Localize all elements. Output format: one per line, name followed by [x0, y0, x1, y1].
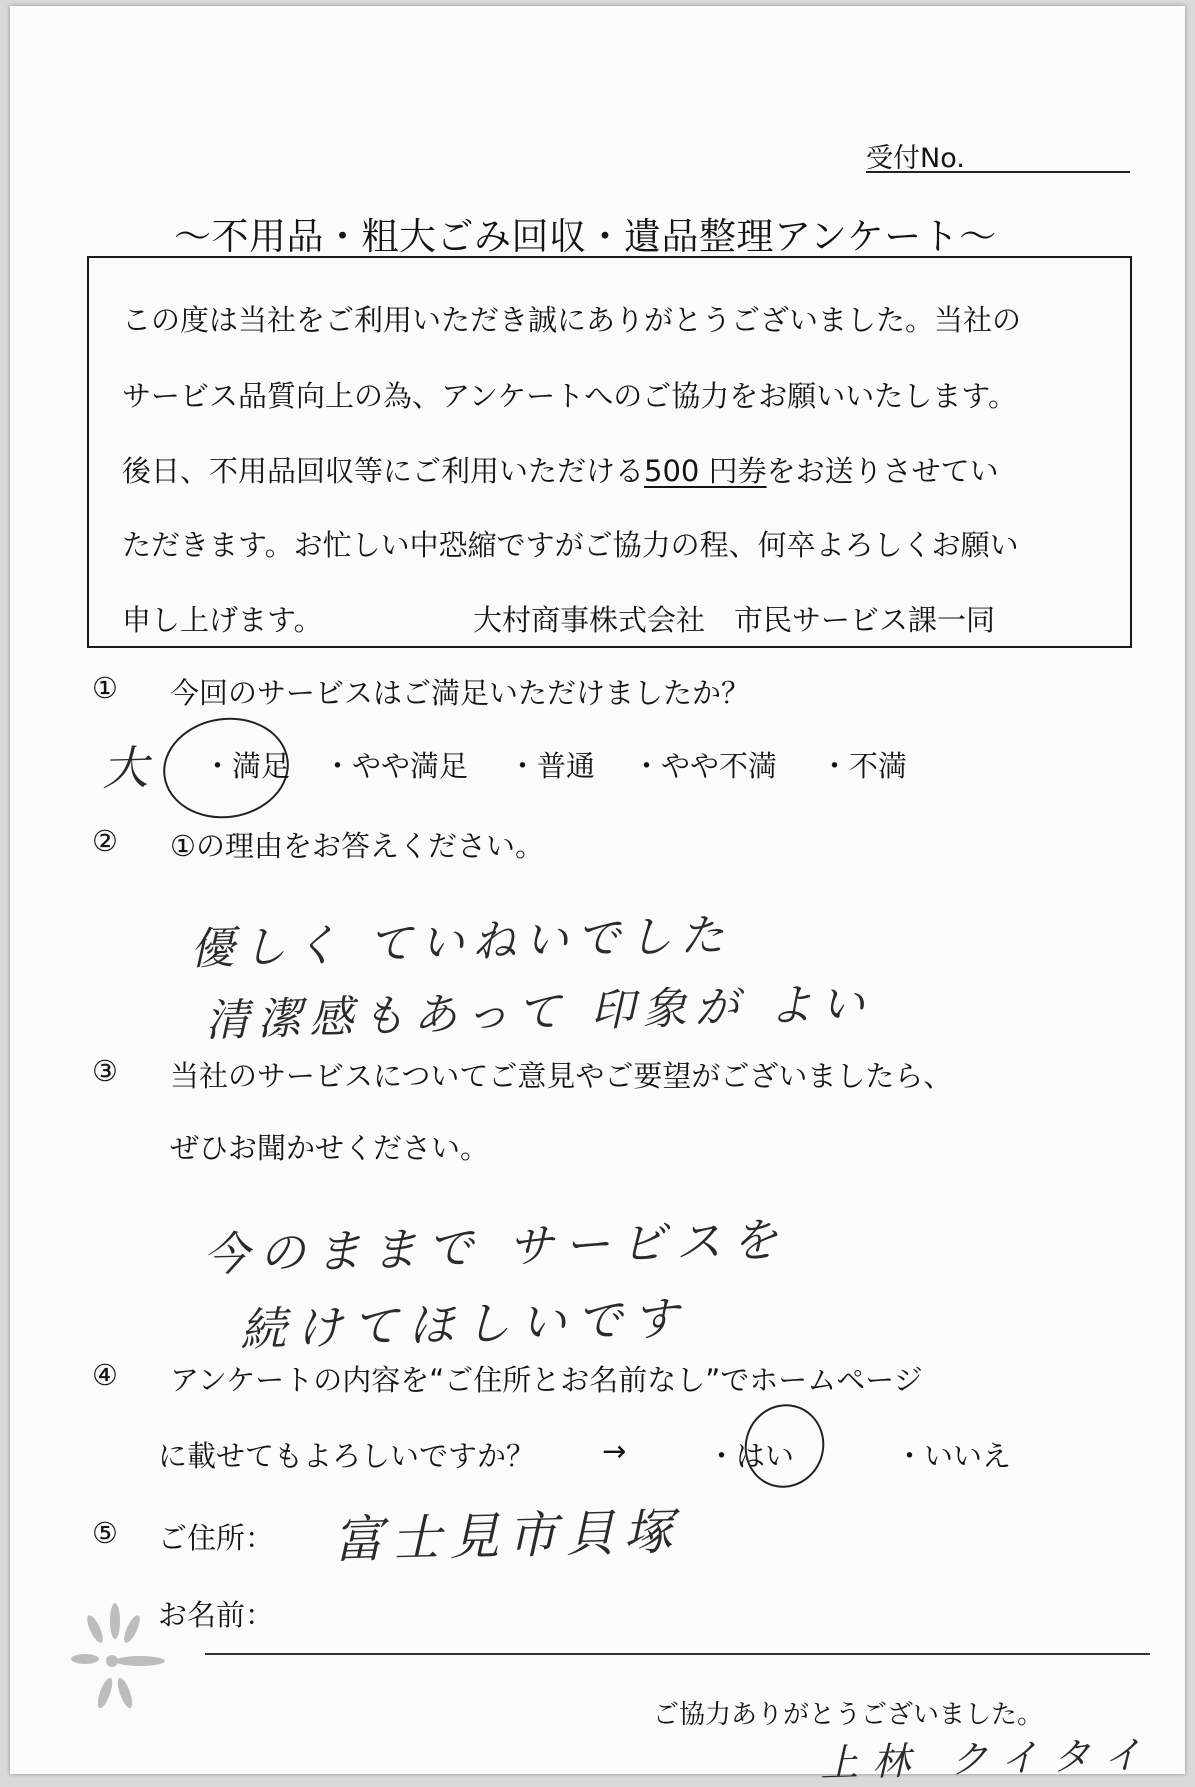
name-label: お名前：: [158, 1598, 275, 1632]
q1-choice-neutral[interactable]: ・普通: [508, 749, 596, 783]
intro-line-1: この度は当社をご利用いただき誠にありがとうございました。当社の: [122, 303, 1022, 337]
q2-answer-line-2: 清潔感もあって 印象が よい: [204, 978, 874, 1047]
survey-sheet: [10, 6, 1185, 1786]
company-name: 大村商事株式会社 市民サービス課一同: [473, 603, 996, 637]
q1-choice-dissatisfied[interactable]: ・不満: [820, 749, 908, 783]
q4-arrow: →: [602, 1434, 627, 1468]
q1-number: ①: [92, 671, 118, 705]
flower-icon: [70, 1601, 170, 1721]
q4-question-line-1: アンケートの内容を“ご住所とお名前なし”でホームページ: [170, 1363, 923, 1397]
q2-question: ①の理由をお答えください。: [170, 829, 544, 863]
q1-question: 今回のサービスはご満足いただけましたか？: [170, 676, 751, 710]
intro-line-4: ただきます。お忙しい中恐縮ですがご協力の程、何卒よろしくお願い: [122, 528, 1019, 562]
q1-choice-somewhat-dissatisfied[interactable]: ・やや不満: [632, 749, 778, 783]
survey-title: ～不用品・粗大ごみ回収・遺品整理アンケート～: [174, 215, 997, 258]
signature: 上林 クイタイ: [819, 1732, 1157, 1786]
q3-question-line-1: 当社のサービスについてご意見やご要望がございましたら、: [170, 1059, 953, 1093]
voucher-amount: 500 円券: [644, 454, 767, 488]
receipt-number-field: [866, 171, 1130, 173]
q3-question-line-2: ぜひお聞かせください。: [170, 1131, 490, 1165]
intro-line-3-pre: 後日、不用品回収等にご利用いただける: [122, 454, 645, 488]
q4-selection-circle: [733, 1393, 836, 1499]
address-label: ご住所：: [158, 1521, 275, 1555]
q3-answer-line-2: 続けてほしいです: [239, 1291, 689, 1357]
q4-choice-no[interactable]: ・いいえ: [895, 1439, 1012, 1473]
q4-choice-yes[interactable]: ・はい: [707, 1439, 795, 1473]
address-value: 富士見市貝塚: [332, 1502, 682, 1570]
q1-choice-satisfied[interactable]: ・満足: [203, 749, 291, 783]
closing-thanks: ご協力ありがとうございました。: [653, 1700, 1044, 1730]
q1-handwritten-prefix: 大: [101, 740, 149, 796]
receipt-number-label: 受付No.: [866, 143, 965, 174]
q4-number: ④: [92, 1358, 118, 1392]
intro-line-5: 申し上げます。: [122, 603, 323, 637]
intro-line-2: サービス品質向上の為、アンケートへのご協力をお願いいたします。: [122, 379, 1017, 413]
q1-choice-somewhat-satisfied[interactable]: ・やや満足: [323, 749, 469, 783]
intro-line-3-post: をお送りさせてい: [766, 454, 999, 488]
intro-line-3: [122, 449, 999, 490]
q3-answer-line-1: 今のままで サービスを: [202, 1212, 789, 1282]
q5-number: ⑤: [92, 1516, 118, 1550]
q4-question-line-2: に載せてもよろしいですか？: [158, 1439, 536, 1473]
q2-answer-line-1: 優しく ていねいでした: [189, 909, 733, 976]
q2-number: ②: [92, 824, 118, 858]
q3-number: ③: [92, 1054, 118, 1088]
name-field-line: [205, 1653, 1150, 1655]
